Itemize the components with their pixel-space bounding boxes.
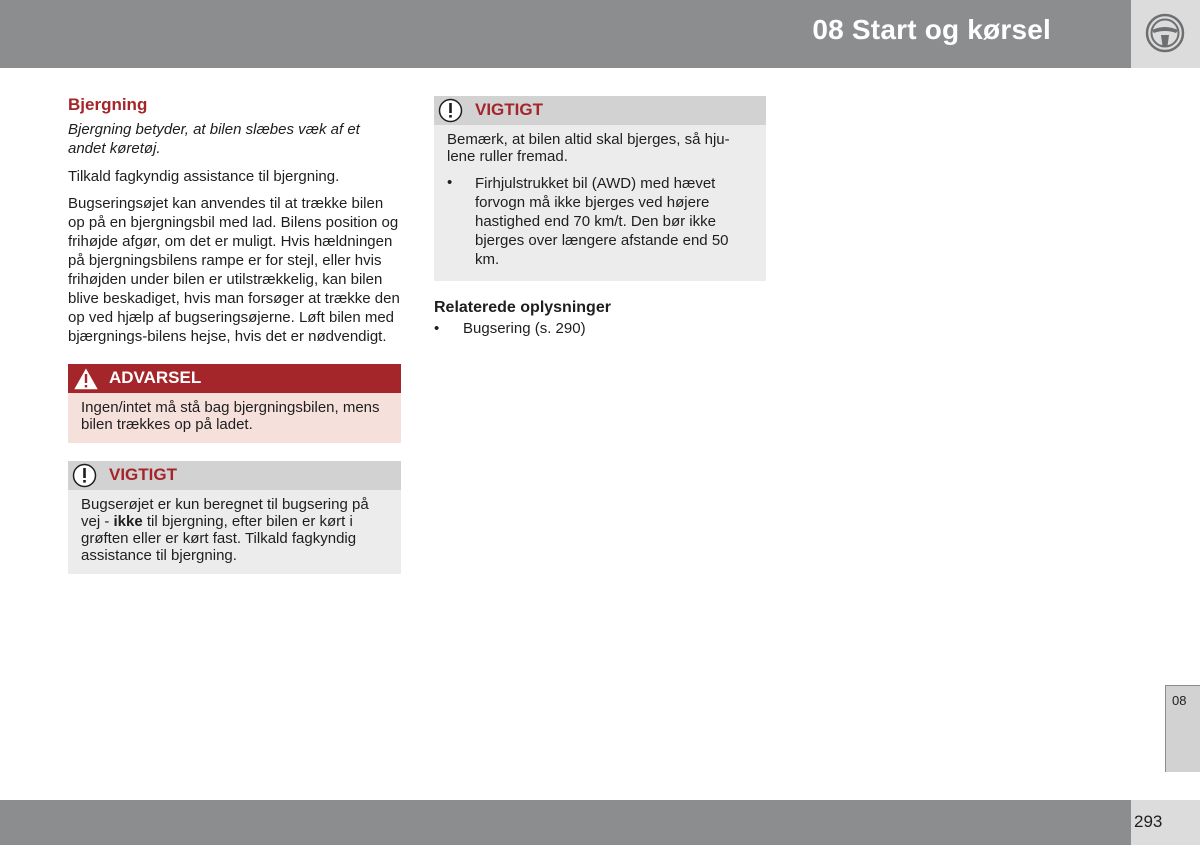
important-body-text: Bugserøjet er kun beregnet til bugsering på vej -	[81, 496, 369, 530]
section-heading: Bjergning	[68, 95, 148, 114]
page-footer	[0, 800, 1131, 845]
related-link[interactable]: Bugsering (s. 290)	[463, 320, 586, 337]
important-right-text: Bemærk, at bilen altid skal bjerges, så hju-lene ruller fremad.	[447, 131, 730, 165]
page-header	[0, 0, 1131, 68]
lead-text: Bjergning betyder, at bilen slæbes væk af et andet køretøj.	[68, 121, 360, 157]
related-heading: Relaterede oplysninger	[434, 299, 611, 316]
chapter-title: 08 Start og kørsel	[812, 14, 1051, 45]
exclamation-circle-icon	[72, 463, 97, 488]
bullet-text: Firhjulstrukket bil (AWD) med hævet forvogn må ikke bjerges ved højere hastighed end 70 km/t. Den bør ikke bjerges over længere afstande end 50 km.	[475, 175, 729, 268]
page-number-box	[1131, 800, 1200, 845]
warning-triangle-icon	[72, 366, 100, 391]
paragraph-1: Tilkald fagkyndig assistance til bjergning.	[68, 168, 340, 185]
important-box-header	[68, 461, 401, 490]
chapter-icon-box	[1131, 0, 1200, 68]
page-number: 293	[1134, 812, 1163, 831]
important-body-emphasis: ikke	[113, 513, 143, 530]
important-box	[68, 461, 401, 574]
important-right-title: VIGTIGT	[475, 100, 543, 119]
important-box-right-header	[434, 96, 766, 125]
important-right-body	[434, 125, 766, 281]
warning-body: Ingen/intet må stå bag bjergningsbilen, mens bilen trækkes op på ladet.	[68, 393, 401, 443]
list-item	[447, 174, 753, 269]
important-box-right	[434, 96, 766, 281]
warning-box-header	[68, 364, 401, 393]
exclamation-circle-icon	[438, 98, 463, 123]
right-column	[434, 96, 766, 338]
paragraph-2: Bugseringsøjet kan anvendes til at trække bilen op på en bjergningsbil med lad. Bilens position og frihøjde afgør, om det er muligt. Hvis hældningen på bjergningsbilens rampe er for stejl, eller hvis frihøjden under bilen er utilstrækkelig, kan bilen blive beskadiget, hvis man forsøger at trække den op ved hjælp af bugseringsøjerne. Løft bilen med bjærgnings-bilens hejse, hvis det er nødvendigt.	[68, 195, 400, 345]
important-body-text-rest: til bjergning, efter bilen er kørt i grøften eller er kørt fast. Tilkald fagkyndig assistance til bjergning.	[81, 513, 357, 564]
steering-wheel-icon	[1145, 13, 1185, 53]
warning-title: ADVARSEL	[109, 368, 202, 387]
important-title: VIGTIGT	[109, 465, 177, 484]
chapter-tab-label: 08	[1172, 693, 1187, 708]
chapter-tab	[1165, 685, 1200, 772]
bullet-dot: •	[447, 174, 453, 191]
bullet-dot: •	[434, 320, 440, 337]
warning-box	[68, 364, 401, 443]
related-link-item[interactable]	[434, 319, 766, 338]
important-body	[68, 490, 401, 574]
left-column	[68, 95, 401, 574]
